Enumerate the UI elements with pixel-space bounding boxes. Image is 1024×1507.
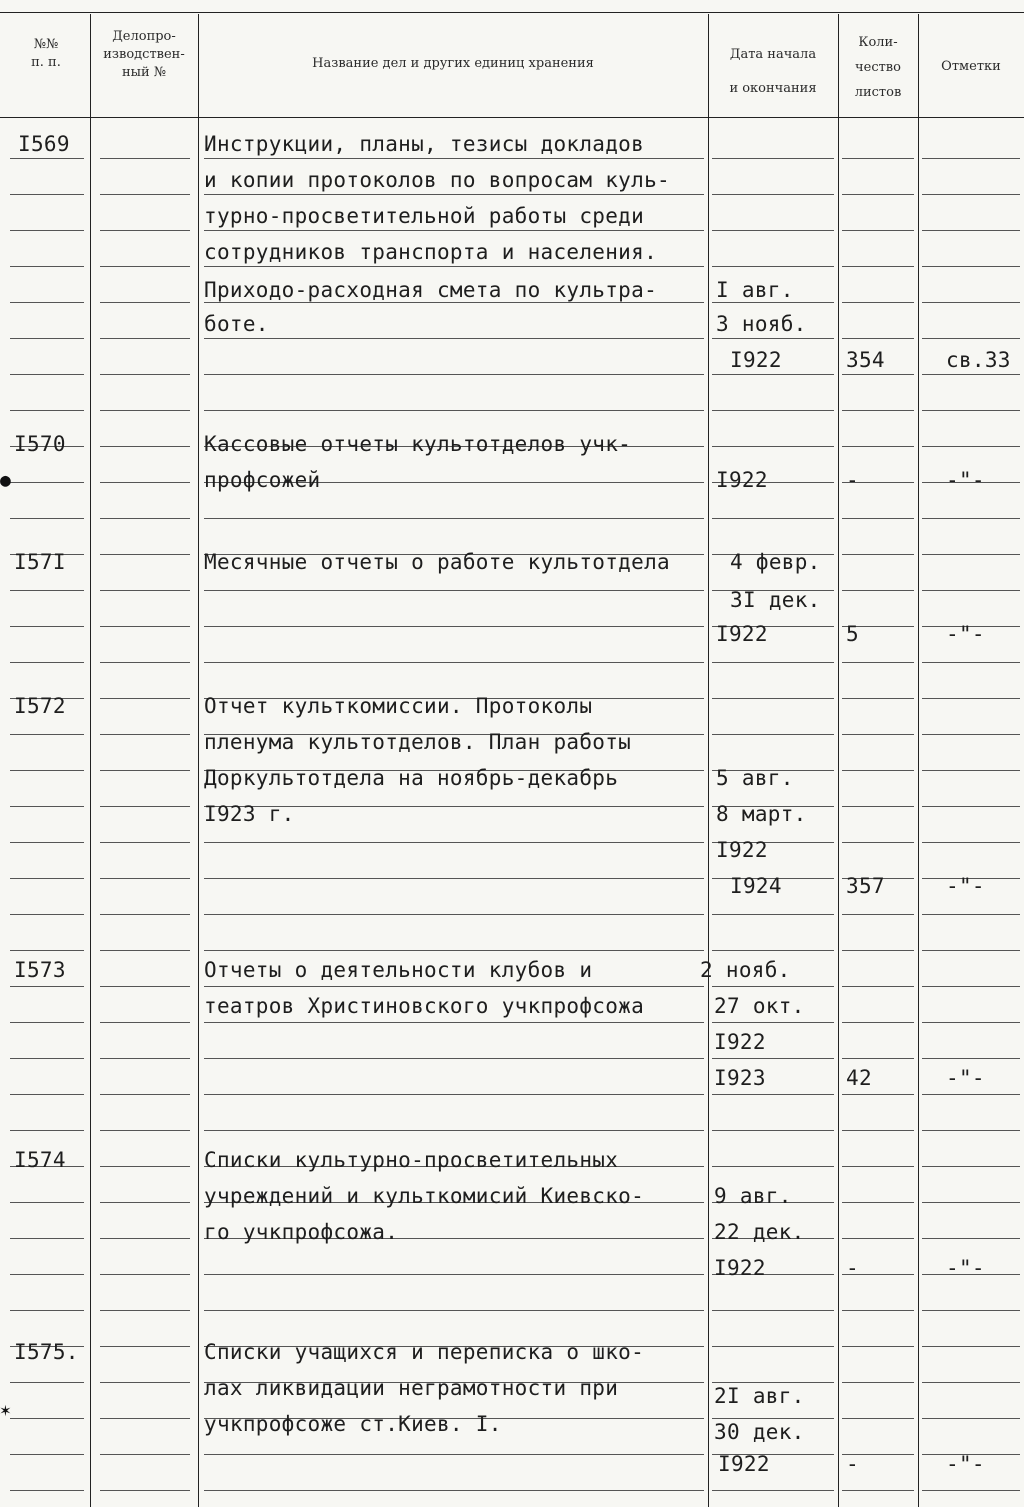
ruled-line — [100, 1346, 190, 1347]
ruled-line — [100, 770, 190, 771]
ruled-line — [204, 338, 704, 339]
margin-mark: ● — [0, 470, 11, 491]
ruled-line — [10, 986, 84, 987]
ruled-line — [922, 158, 1020, 159]
record-date: I922 — [714, 1256, 766, 1280]
record-date: 2 нояб. — [700, 958, 791, 982]
ruled-line — [712, 518, 834, 519]
ruled-line — [842, 410, 914, 411]
ruled-line — [712, 338, 834, 339]
ruled-line — [204, 410, 704, 411]
ruled-line — [842, 518, 914, 519]
ruled-line — [100, 1454, 190, 1455]
ruled-line — [204, 842, 704, 843]
record-title-line: Списки культурно-просветительных — [204, 1148, 619, 1172]
record-sheet-count: - — [846, 468, 859, 492]
ruled-line — [100, 1202, 190, 1203]
ruled-line — [842, 266, 914, 267]
ruled-line — [100, 338, 190, 339]
ruled-line — [712, 950, 834, 951]
record-notes: -"- — [946, 874, 985, 898]
ruled-line — [10, 1094, 84, 1095]
ruled-line — [922, 698, 1020, 699]
ruled-line — [10, 302, 84, 303]
header-top-border — [0, 12, 1024, 13]
ruled-line — [842, 302, 914, 303]
record-title-line: боте. — [204, 312, 269, 336]
record-title-line: и копии протоколов по вопросам куль- — [204, 168, 670, 192]
ruled-line — [100, 1094, 190, 1095]
ruled-line — [10, 806, 84, 807]
record-title-line: Приходо-расходная смета по культра- — [204, 278, 658, 302]
ruled-line — [712, 266, 834, 267]
ruled-line — [842, 158, 914, 159]
record-number: I575. — [14, 1340, 79, 1364]
ruled-line — [100, 1022, 190, 1023]
ruled-line — [10, 1022, 84, 1023]
ruled-line — [100, 914, 190, 915]
record-date: I авг. — [716, 278, 794, 302]
record-date: 3I дек. — [730, 588, 821, 612]
ruled-line — [204, 1130, 704, 1131]
ruled-line — [842, 554, 914, 555]
record-date: 27 окт. — [714, 994, 805, 1018]
ruled-line — [100, 158, 190, 159]
ruled-line — [204, 950, 704, 951]
record-date: I922 — [716, 468, 768, 492]
record-notes: -"- — [946, 1452, 985, 1476]
ruled-line — [100, 842, 190, 843]
ruled-line — [10, 1454, 84, 1455]
record-date: 8 март. — [716, 802, 807, 826]
record-notes: -"- — [946, 622, 985, 646]
ruled-line — [712, 1058, 834, 1059]
ruled-line — [100, 266, 190, 267]
record-date: 22 дек. — [714, 1220, 805, 1244]
ruled-line — [842, 1238, 914, 1239]
ruled-line — [100, 1310, 190, 1311]
ruled-line — [842, 806, 914, 807]
ruled-line — [204, 590, 704, 591]
ruled-line — [712, 914, 834, 915]
column-divider — [90, 14, 91, 1507]
ruled-line — [10, 410, 84, 411]
ruled-line — [922, 302, 1020, 303]
ruled-line — [842, 1346, 914, 1347]
ruled-line — [204, 878, 704, 879]
ruled-line — [10, 842, 84, 843]
ruled-line — [204, 518, 704, 519]
ruled-line — [922, 518, 1020, 519]
ruled-line — [712, 1130, 834, 1131]
ruled-line — [100, 446, 190, 447]
ruled-line — [204, 266, 704, 267]
record-sheet-count: 42 — [846, 1066, 872, 1090]
ruled-line — [922, 266, 1020, 267]
record-notes: св.33 — [946, 348, 1011, 372]
ruled-line — [712, 1310, 834, 1311]
ruled-line — [842, 1490, 914, 1491]
record-date: I922 — [718, 1452, 770, 1476]
ruled-line — [204, 230, 704, 231]
ruled-line — [922, 1238, 1020, 1239]
record-title-line: учреждений и культкомисий Киевско- — [204, 1184, 645, 1208]
ruled-line — [204, 1454, 704, 1455]
record-title-line: го учкпрофсожа. — [204, 1220, 399, 1244]
ruled-line — [10, 1490, 84, 1491]
ruled-line — [922, 842, 1020, 843]
ruled-line — [922, 1058, 1020, 1059]
ruled-line — [10, 1310, 84, 1311]
ruled-line — [842, 446, 914, 447]
ruled-line — [922, 1022, 1020, 1023]
header-col-num: №№ п. п. — [31, 37, 61, 70]
ruled-line — [842, 338, 914, 339]
record-date: I922 — [730, 348, 782, 372]
record-sheet-count: - — [846, 1452, 859, 1476]
ruled-line — [204, 302, 704, 303]
record-sheet-count: - — [846, 1256, 859, 1280]
ruled-line — [842, 986, 914, 987]
ruled-line — [10, 194, 84, 195]
record-title-line: Инструкции, планы, тезисы докладов — [204, 132, 645, 156]
ruled-line — [922, 986, 1020, 987]
ruled-line — [100, 1130, 190, 1131]
ruled-line — [100, 950, 190, 951]
header-col-title: Название дел и других единиц хранения — [312, 56, 594, 71]
header-bottom-border — [0, 117, 1024, 118]
ruled-line — [712, 1022, 834, 1023]
ruled-line — [10, 266, 84, 267]
ruled-line — [842, 230, 914, 231]
ruled-line — [100, 806, 190, 807]
ruled-line — [10, 770, 84, 771]
ruled-line — [100, 626, 190, 627]
record-number: I570 — [14, 432, 66, 456]
record-notes: -"- — [946, 1256, 985, 1280]
ruled-line — [100, 410, 190, 411]
ruled-line — [100, 1382, 190, 1383]
ruled-line — [10, 1382, 84, 1383]
ruled-line — [10, 1058, 84, 1059]
ruled-line — [100, 590, 190, 591]
ruled-line — [10, 878, 84, 879]
ruled-line — [922, 554, 1020, 555]
ruled-line — [100, 662, 190, 663]
ruled-line — [712, 1166, 834, 1167]
ruled-line — [712, 698, 834, 699]
header-col-office: Делопро- изводствен- ный № — [103, 29, 185, 80]
ruled-line — [204, 662, 704, 663]
record-title-line: Доркультотдела на ноябрь-декабрь — [204, 766, 619, 790]
ruled-line — [922, 1202, 1020, 1203]
ruled-line — [100, 518, 190, 519]
ruled-line — [922, 230, 1020, 231]
ruled-line — [842, 1022, 914, 1023]
ruled-line — [842, 590, 914, 591]
ruled-line — [712, 1418, 834, 1419]
ruled-line — [712, 1490, 834, 1491]
margin-mark: ✶ — [0, 1400, 11, 1421]
ruled-line — [10, 1238, 84, 1239]
ruled-line — [922, 1490, 1020, 1491]
ruled-line — [922, 590, 1020, 591]
ruled-line — [204, 626, 704, 627]
ruled-line — [712, 986, 834, 987]
ruled-line — [10, 914, 84, 915]
record-title-line: профсожей — [204, 468, 321, 492]
ruled-line — [842, 698, 914, 699]
ruled-line — [922, 410, 1020, 411]
ruled-line — [712, 302, 834, 303]
ruled-line — [712, 374, 834, 375]
ruled-line — [204, 1310, 704, 1311]
record-date: I922 — [716, 622, 768, 646]
record-date: 4 февр. — [730, 550, 821, 574]
ruled-line — [204, 914, 704, 915]
column-divider — [708, 14, 709, 1507]
ruled-line — [922, 1166, 1020, 1167]
ruled-line — [842, 1166, 914, 1167]
ruled-line — [10, 518, 84, 519]
ruled-line — [10, 1202, 84, 1203]
record-notes: -"- — [946, 468, 985, 492]
ruled-line — [100, 194, 190, 195]
ruled-line — [100, 1490, 190, 1491]
ruled-line — [10, 950, 84, 951]
header-col-sheets: Коли- чество листов — [854, 35, 902, 100]
ruled-line — [100, 1274, 190, 1275]
ruled-line — [10, 482, 84, 483]
record-number: I572 — [14, 694, 66, 718]
ruled-line — [10, 590, 84, 591]
ruled-line — [922, 374, 1020, 375]
record-sheet-count: 5 — [846, 622, 859, 646]
ruled-line — [842, 1382, 914, 1383]
record-title-line: Отчеты о деятельности клубов и — [204, 958, 593, 982]
ruled-line — [922, 914, 1020, 915]
ruled-line — [922, 734, 1020, 735]
ruled-line — [712, 1382, 834, 1383]
ruled-line — [842, 734, 914, 735]
ruled-line — [10, 1418, 84, 1419]
ruled-line — [842, 1130, 914, 1131]
ruled-line — [712, 662, 834, 663]
ruled-line — [10, 374, 84, 375]
record-title-line: турно-просветительной работы среди — [204, 204, 645, 228]
ruled-line — [204, 1058, 704, 1059]
ruled-line — [842, 1058, 914, 1059]
ruled-line — [100, 986, 190, 987]
ruled-line — [842, 1202, 914, 1203]
ruled-line — [922, 1130, 1020, 1131]
ruled-line — [922, 770, 1020, 771]
ruled-line — [10, 1130, 84, 1131]
record-sheet-count: 357 — [846, 874, 885, 898]
ruled-line — [922, 806, 1020, 807]
ruled-line — [842, 842, 914, 843]
record-notes: -"- — [946, 1066, 985, 1090]
ruled-line — [100, 878, 190, 879]
record-date: I922 — [714, 1030, 766, 1054]
ruled-line — [712, 1346, 834, 1347]
ruled-line — [10, 1274, 84, 1275]
record-date: I923 — [714, 1066, 766, 1090]
ruled-line — [712, 410, 834, 411]
ruled-line — [204, 986, 704, 987]
ruled-line — [922, 662, 1020, 663]
ruled-line — [712, 1094, 834, 1095]
record-title-line: Кассовые отчеты культотделов учк- — [204, 432, 632, 456]
ruled-line — [100, 1058, 190, 1059]
ruled-line — [712, 734, 834, 735]
record-number: I57I — [14, 550, 66, 574]
ruled-line — [100, 1418, 190, 1419]
record-title-line: лах ликвидации неграмотности при — [204, 1376, 619, 1400]
record-sheet-count: 354 — [846, 348, 885, 372]
ruled-line — [922, 1418, 1020, 1419]
ruled-line — [842, 914, 914, 915]
ruled-line — [922, 446, 1020, 447]
record-title-line: Месячные отчеты о работе культотдела — [204, 550, 670, 574]
ruled-line — [10, 734, 84, 735]
ruled-line — [10, 626, 84, 627]
record-date: 2I авг. — [714, 1384, 805, 1408]
ruled-line — [10, 662, 84, 663]
record-date: 30 дек. — [714, 1420, 805, 1444]
ruled-line — [922, 1310, 1020, 1311]
ruled-line — [922, 950, 1020, 951]
record-title-line: Отчет культкомиссии. Протоколы — [204, 694, 593, 718]
ruled-line — [712, 446, 834, 447]
ruled-line — [922, 338, 1020, 339]
ruled-line — [204, 1490, 704, 1491]
column-divider — [918, 14, 919, 1507]
record-number: I574 — [14, 1148, 66, 1172]
ruled-line — [922, 1346, 1020, 1347]
ruled-line — [204, 1094, 704, 1095]
ruled-line — [204, 194, 704, 195]
ruled-line — [842, 1094, 914, 1095]
record-date: I924 — [730, 874, 782, 898]
ruled-line — [100, 230, 190, 231]
record-title-line: театров Христиновского учкпрофсожа — [204, 994, 645, 1018]
record-title-line: учкпрофсоже ст.Киев. I. — [204, 1412, 502, 1436]
record-date: 3 нояб. — [716, 312, 807, 336]
header-col-notes: Отметки — [941, 59, 1001, 74]
record-number: I573 — [14, 958, 66, 982]
ruled-line — [842, 1418, 914, 1419]
ruled-line — [10, 338, 84, 339]
ruled-line — [842, 374, 914, 375]
header-col-dates: Дата начала и окончания — [729, 47, 817, 96]
record-date: 9 авг. — [714, 1184, 792, 1208]
ruled-line — [712, 158, 834, 159]
ruled-line — [10, 158, 84, 159]
ruled-line — [100, 482, 190, 483]
ruled-line — [842, 950, 914, 951]
ruled-line — [842, 1310, 914, 1311]
ruled-line — [842, 662, 914, 663]
ruled-line — [712, 194, 834, 195]
ruled-line — [10, 230, 84, 231]
ruled-line — [204, 1274, 704, 1275]
ruled-line — [922, 1094, 1020, 1095]
record-date: 5 авг. — [716, 766, 794, 790]
record-title-line: пленума культотделов. План работы — [204, 730, 632, 754]
ruled-line — [922, 194, 1020, 195]
ruled-line — [100, 554, 190, 555]
ruled-line — [842, 770, 914, 771]
ruled-line — [204, 1022, 704, 1023]
ruled-line — [204, 158, 704, 159]
ruled-line — [842, 194, 914, 195]
ruled-line — [712, 230, 834, 231]
record-title-line: Списки учащихся и переписка о шко- — [204, 1340, 645, 1364]
ruled-line — [204, 374, 704, 375]
ruled-line — [100, 1166, 190, 1167]
ruled-line — [100, 1238, 190, 1239]
ruled-line — [100, 734, 190, 735]
column-divider — [198, 14, 199, 1507]
ruled-line — [922, 1382, 1020, 1383]
ruled-line — [100, 374, 190, 375]
record-number: I569 — [18, 132, 70, 156]
column-divider — [838, 14, 839, 1507]
ruled-line — [100, 698, 190, 699]
ruled-line — [100, 302, 190, 303]
record-title-line: сотрудников транспорта и населения. — [204, 240, 658, 264]
record-title-line: I923 г. — [204, 802, 295, 826]
record-date: I922 — [716, 838, 768, 862]
